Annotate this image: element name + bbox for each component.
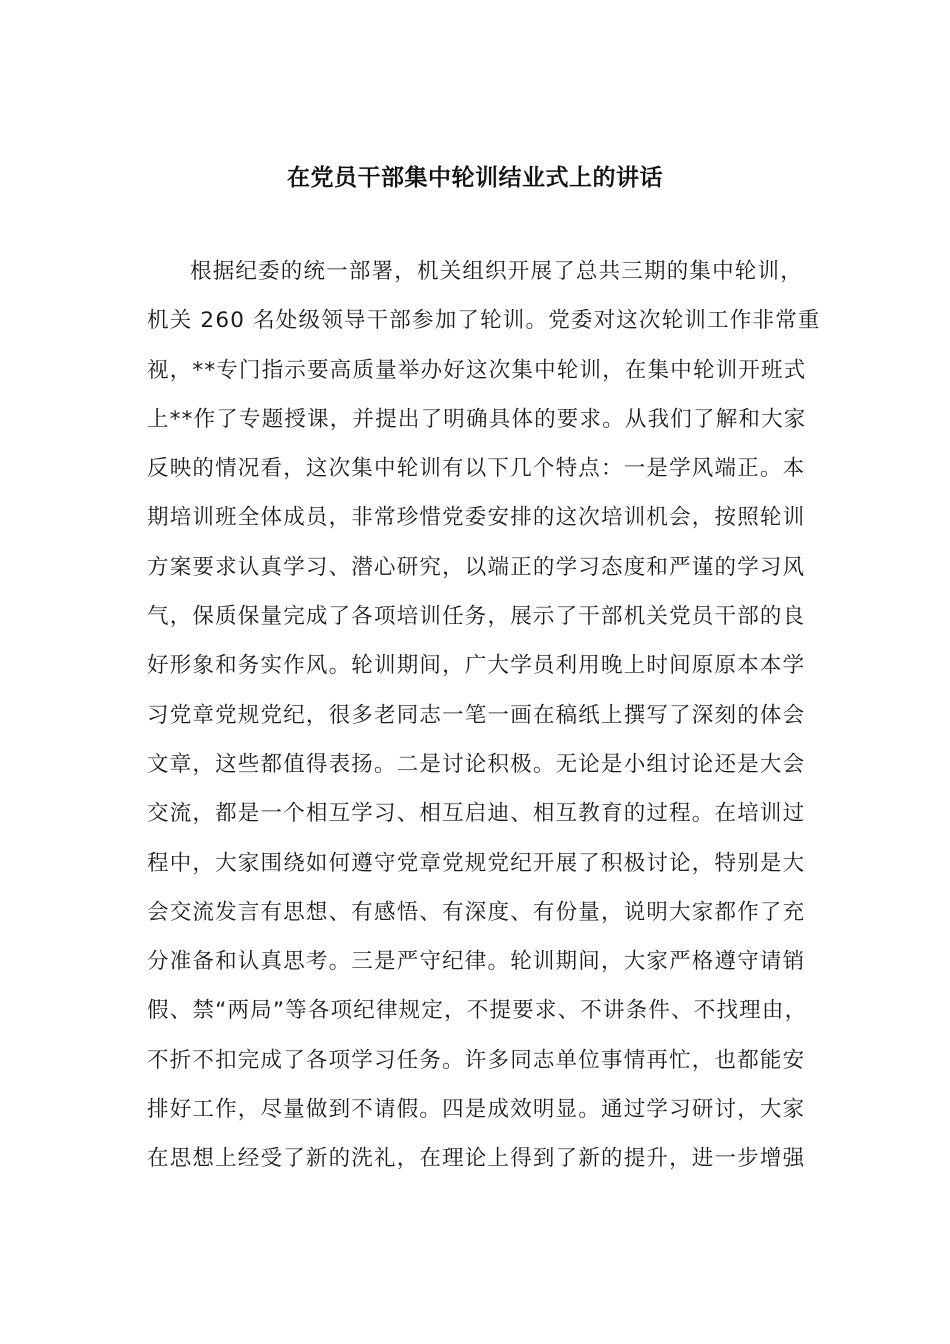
- body-line: 气，保质保量完成了各项培训任务，展示了干部机关党员干部的良: [147, 604, 806, 630]
- body-line: 期培训班全体成员，非常珍惜党委安排的这次培训机会，按照轮训: [147, 505, 806, 531]
- body-line: 不折不扣完成了各项学习任务。许多同志单位事情再忙，也都能安: [147, 1047, 806, 1073]
- body-line: 在思想上经受了新的洗礼，在理论上得到了新的提升，进一步增强: [147, 1146, 806, 1172]
- body-line: 程中，大家围绕如何遵守党章党规党纪开展了积极讨论，特别是大: [147, 850, 806, 876]
- body-line: 好形象和务实作风。轮训期间，广大学员利用晚上时间原原本本学: [147, 653, 806, 679]
- document-body: [147, 252, 827, 1189]
- body-line: 上**作了专题授课，并提出了明确具体的要求。从我们了解和大家: [147, 406, 807, 432]
- body-line: 文章，这些都值得表扬。二是讨论积极。无论是小组讨论还是大会: [147, 751, 806, 777]
- body-line: 分准备和认真思考。三是严守纪律。轮训期间，大家严格遵守请销: [147, 949, 806, 975]
- body-line: 根据纪委的统一部署，机关组织开展了总共三期的集中轮训，: [190, 259, 803, 284]
- body-line: 会交流发言有思想、有感悟、有深度、有份量，说明大家都作了充: [147, 899, 806, 925]
- body-line: 反映的情况看，这次集中轮训有以下几个特点：一是学风端正。本: [147, 456, 806, 482]
- body-line: 排好工作，尽量做到不请假。四是成效明显。通过学习研讨，大家: [147, 1097, 806, 1123]
- body-line: 机关 260 名处级领导干部参加了轮训。党委对这次轮训工作非常重: [147, 308, 821, 334]
- body-line: 习党章党规党纪，很多老同志一笔一画在稿纸上撰写了深刻的体会: [147, 702, 806, 728]
- body-line: 视，**专门指示要高质量举办好这次集中轮训，在集中轮训开班式: [147, 357, 807, 383]
- body-line: 方案要求认真学习、潜心研究，以端正的学习态度和严谨的学习风: [147, 554, 806, 580]
- body-line: 交流，都是一个相互学习、相互启迪、相互教育的过程。在培训过: [147, 801, 806, 827]
- body-line: 假、禁“两局”等各项纪律规定，不提要求、不讲条件、不找理由，: [147, 998, 808, 1024]
- document-title: 在党员干部集中轮训结业式上的讲话: [287, 164, 663, 191]
